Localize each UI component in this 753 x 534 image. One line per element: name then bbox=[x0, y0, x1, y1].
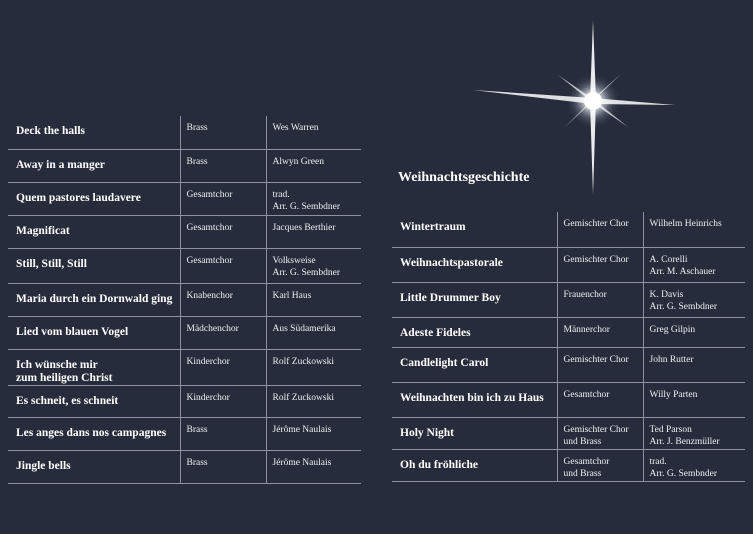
piece-ensemble-cell bbox=[180, 182, 266, 215]
piece-title: Deck the halls bbox=[16, 125, 85, 137]
piece-composer: Alwyn Green bbox=[272, 156, 324, 167]
piece-title: Quem pastores laudavere bbox=[16, 191, 141, 204]
piece-composer-cell bbox=[266, 283, 361, 316]
piece-title-cell bbox=[8, 349, 180, 385]
piece-ensemble-cell bbox=[180, 417, 266, 450]
piece-composer: Wes Warren bbox=[272, 123, 319, 133]
program-row bbox=[8, 450, 361, 483]
piece-composer: Arr. G. Sembdner bbox=[649, 301, 718, 312]
program-row bbox=[8, 149, 361, 182]
piece-title: Holy Night bbox=[400, 426, 454, 439]
piece-ensemble-cell bbox=[180, 248, 266, 283]
piece-title: Lied vom blauen Vogel bbox=[16, 325, 129, 338]
piece-ensemble: Gemischter Chor bbox=[563, 254, 629, 265]
piece-title-cell bbox=[8, 450, 180, 483]
piece-title-cell bbox=[8, 215, 180, 248]
piece-title: zum heiligen Christ bbox=[16, 371, 113, 384]
piece-ensemble: Mädchenchor bbox=[186, 323, 239, 334]
piece-ensemble: Kinderchor bbox=[186, 356, 230, 367]
program-table-left bbox=[8, 116, 361, 484]
program-row bbox=[8, 248, 361, 283]
piece-title: Oh du fröhliche bbox=[400, 458, 478, 471]
program-row bbox=[392, 449, 745, 481]
piece-title: Jingle bells bbox=[16, 459, 71, 472]
piece-title-cell bbox=[392, 247, 557, 282]
piece-composer-cell bbox=[643, 382, 745, 417]
piece-ensemble-cell bbox=[557, 212, 643, 247]
piece-composer: Willy Parten bbox=[649, 389, 698, 400]
piece-title-cell bbox=[392, 212, 557, 247]
piece-composer: trad. bbox=[272, 189, 290, 200]
piece-ensemble-cell bbox=[557, 417, 643, 449]
piece-composer-cell bbox=[266, 248, 361, 283]
piece-ensemble: Brass bbox=[186, 424, 208, 435]
piece-composer: John Rutter bbox=[649, 354, 694, 365]
piece-ensemble-cell bbox=[557, 449, 643, 481]
piece-composer-cell bbox=[643, 282, 745, 317]
piece-ensemble: Gesamtchor bbox=[186, 255, 233, 266]
piece-title-cell bbox=[8, 283, 180, 316]
piece-composer: K. Davis bbox=[649, 289, 684, 300]
piece-composer-cell bbox=[643, 417, 745, 449]
piece-ensemble: Brass bbox=[186, 156, 208, 167]
program-row bbox=[8, 283, 361, 316]
program-row bbox=[8, 316, 361, 349]
piece-composer-cell bbox=[266, 349, 361, 385]
piece-title: Les anges dans nos campagnes bbox=[16, 426, 167, 439]
piece-title-cell bbox=[8, 116, 180, 149]
piece-ensemble-cell bbox=[180, 149, 266, 182]
piece-title-cell bbox=[8, 316, 180, 349]
piece-ensemble-cell bbox=[180, 283, 266, 316]
piece-title-cell bbox=[392, 382, 557, 417]
piece-composer-cell bbox=[643, 212, 745, 247]
piece-composer-cell bbox=[643, 347, 745, 382]
piece-ensemble: Gemischter Chor bbox=[563, 354, 629, 365]
piece-composer: Arr. G. Sembdner bbox=[272, 267, 341, 278]
piece-title: Weihnachtspastorale bbox=[400, 256, 503, 269]
piece-composer: Arr. J. Benzmüller bbox=[649, 436, 720, 447]
piece-composer-cell bbox=[643, 247, 745, 282]
piece-title-cell bbox=[392, 449, 557, 481]
piece-composer: Aus Südamerika bbox=[272, 323, 336, 334]
piece-title: Away in a manger bbox=[16, 158, 105, 171]
piece-title-cell bbox=[392, 347, 557, 382]
piece-ensemble: Gesamtchor bbox=[563, 389, 610, 400]
piece-title: Wintertraum bbox=[400, 221, 466, 233]
piece-title-cell bbox=[8, 149, 180, 182]
piece-composer: Greg Gilpin bbox=[649, 324, 696, 335]
piece-title-cell bbox=[392, 417, 557, 449]
program-row bbox=[392, 282, 745, 317]
piece-ensemble: Knabenchor bbox=[186, 290, 233, 301]
piece-composer: Wilhelm Heinrichs bbox=[649, 219, 722, 229]
piece-composer-cell bbox=[266, 182, 361, 215]
piece-composer-cell bbox=[266, 417, 361, 450]
piece-composer: Arr. G. Sembnder bbox=[649, 468, 718, 479]
piece-ensemble: und Brass bbox=[563, 468, 602, 479]
piece-composer-cell bbox=[266, 116, 361, 149]
program-row bbox=[392, 212, 745, 247]
program-row bbox=[392, 382, 745, 417]
program-row bbox=[392, 317, 745, 347]
piece-title: Ich wünsche mir bbox=[16, 358, 98, 371]
piece-composer-cell bbox=[266, 316, 361, 349]
section-title: Weihnachtsgeschichte bbox=[398, 170, 530, 185]
piece-title: Adeste Fideles bbox=[400, 326, 471, 339]
piece-title-cell bbox=[8, 385, 180, 417]
piece-composer-cell bbox=[266, 149, 361, 182]
piece-title: Still, Still, Still bbox=[16, 257, 87, 270]
piece-composer: Karl Haus bbox=[272, 290, 312, 301]
piece-ensemble: Frauenchor bbox=[563, 289, 607, 300]
piece-composer-cell bbox=[266, 385, 361, 417]
piece-ensemble-cell bbox=[180, 385, 266, 417]
piece-ensemble: Gesamtchor bbox=[186, 222, 233, 233]
piece-ensemble: Gemischter Chor bbox=[563, 219, 629, 229]
piece-ensemble: Brass bbox=[186, 457, 208, 468]
piece-ensemble: Brass bbox=[186, 123, 208, 133]
piece-ensemble-cell bbox=[557, 282, 643, 317]
piece-title: Weihnachten bin ich zu Haus bbox=[400, 391, 544, 404]
piece-ensemble: Gesamtchor bbox=[186, 189, 233, 200]
piece-title-cell bbox=[8, 182, 180, 215]
piece-title-cell bbox=[8, 248, 180, 283]
program-row bbox=[8, 182, 361, 215]
piece-ensemble-cell bbox=[180, 215, 266, 248]
piece-composer: Jérôme Naulais bbox=[272, 457, 332, 468]
piece-composer: Jacques Berthier bbox=[272, 222, 336, 233]
piece-composer: Rolf Zuckowski bbox=[272, 392, 334, 403]
piece-composer: A. Corelli bbox=[649, 254, 688, 265]
piece-composer: Jérôme Naulais bbox=[272, 424, 332, 435]
program-row bbox=[392, 247, 745, 282]
piece-title-cell bbox=[8, 417, 180, 450]
program-row bbox=[8, 385, 361, 417]
program-row bbox=[392, 417, 745, 449]
piece-title: Little Drummer Boy bbox=[400, 291, 501, 304]
piece-ensemble: Kinderchor bbox=[186, 392, 230, 403]
piece-composer: Ted Parson bbox=[649, 424, 692, 435]
piece-ensemble-cell bbox=[180, 116, 266, 149]
piece-title: Candlelight Carol bbox=[400, 356, 489, 369]
piece-composer-cell bbox=[643, 449, 745, 481]
piece-ensemble: und Brass bbox=[563, 436, 602, 447]
program-row bbox=[8, 215, 361, 248]
piece-composer-cell bbox=[266, 215, 361, 248]
piece-composer-cell bbox=[266, 450, 361, 483]
piece-ensemble-cell bbox=[557, 382, 643, 417]
piece-ensemble-cell bbox=[180, 450, 266, 483]
piece-composer: Rolf Zuckowski bbox=[272, 356, 334, 367]
piece-ensemble-cell bbox=[180, 316, 266, 349]
piece-ensemble: Gesamtchor bbox=[563, 456, 610, 467]
piece-ensemble-cell bbox=[557, 317, 643, 347]
piece-composer-cell bbox=[643, 317, 745, 347]
piece-ensemble-cell bbox=[557, 247, 643, 282]
program-row bbox=[8, 116, 361, 149]
piece-title: Maria durch ein Dornwald ging bbox=[16, 292, 173, 305]
piece-ensemble: Männerchor bbox=[563, 324, 610, 335]
piece-composer: trad. bbox=[649, 456, 667, 467]
piece-composer: Volksweise bbox=[272, 255, 316, 266]
piece-title: Magnificat bbox=[16, 224, 70, 237]
program-table-right bbox=[392, 212, 745, 482]
piece-title-cell bbox=[392, 282, 557, 317]
piece-ensemble-cell bbox=[557, 347, 643, 382]
piece-ensemble: Gemischter Chor bbox=[563, 424, 629, 435]
piece-composer: Arr. G. Sembdner bbox=[272, 201, 341, 212]
piece-title: Es schneit, es schneit bbox=[16, 394, 119, 407]
program-row bbox=[392, 347, 745, 382]
program-row bbox=[8, 349, 361, 385]
piece-ensemble-cell bbox=[180, 349, 266, 385]
program-row bbox=[8, 417, 361, 450]
piece-composer: Arr. M. Aschauer bbox=[649, 266, 716, 277]
piece-title-cell bbox=[392, 317, 557, 347]
